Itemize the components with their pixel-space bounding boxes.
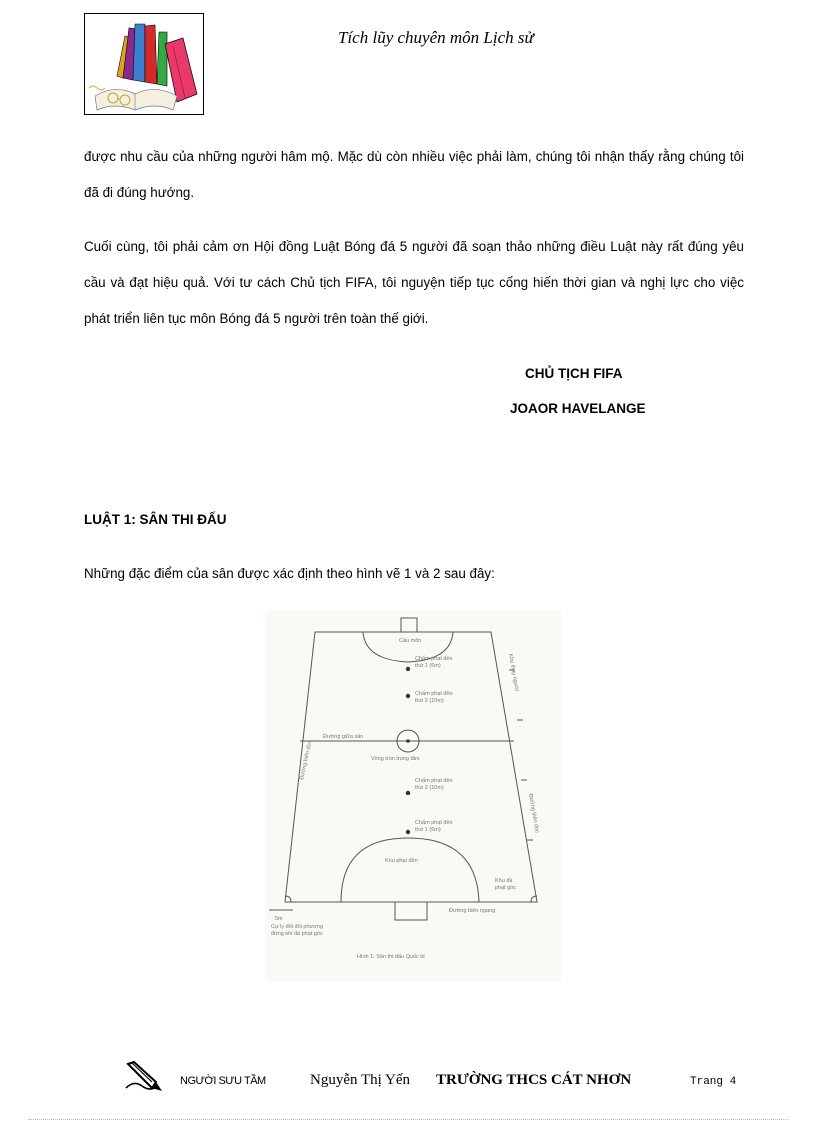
label-touch-right: Khu thay người — [507, 653, 520, 692]
pitch-diagram — [265, 610, 561, 982]
label-corner-area-b: phạt góc — [495, 885, 517, 891]
label-penalty-area: Khu phạt đền — [385, 858, 418, 864]
section-heading: LUẬT 1: SÂN THI ĐẤU — [84, 512, 227, 527]
footer-author: Nguyễn Thị Yến — [310, 1072, 410, 1088]
bottom-penalty-area-mark — [341, 838, 479, 902]
label-pm1b: thứ 1 (6m) — [415, 663, 441, 669]
label-pm2b: thứ 2 (10m) — [415, 698, 444, 704]
label-pm2-bottom: Chấm phạt đền — [415, 778, 453, 784]
label-pm1: Chấm phạt đền — [415, 656, 453, 662]
label-pm1-bottom: Chấm phạt đền — [415, 820, 453, 826]
bottom-goal-mark — [395, 902, 427, 920]
page-number: Trang 4 — [690, 1076, 737, 1088]
page-footer — [0, 1060, 816, 1100]
penalty-mark-top-1 — [406, 667, 410, 671]
label-corner-area: Khu đá — [495, 878, 513, 884]
label-halfway: Đường giữa sân — [323, 734, 364, 740]
section-intro: Những đặc điểm của sân được xác định theo hình vẽ 1 và 2 sau đây: — [84, 566, 495, 581]
paragraph-1: được nhu cầu của những người hâm mộ. Mặc dù còn nhiều việc phải làm, chúng tôi nhận thấy rằng chúng tôi đã đi đúng hướng. — [84, 149, 744, 200]
signature-name: JOAOR HAVELANGE — [510, 401, 646, 416]
penalty-mark-top-2 — [406, 694, 410, 698]
penalty-mark-bottom-2 — [406, 791, 410, 795]
books-icon — [85, 14, 203, 114]
center-mark — [406, 739, 410, 743]
label-distance: 5m — [275, 916, 283, 922]
header-title: Tích lũy chuyên môn Lịch sử — [338, 28, 534, 47]
label-distance-note-b: đứng khi đá phạt góc — [271, 931, 323, 937]
label-center-circle: Vòng tròn trung tâm — [371, 756, 420, 762]
signature-title: CHỦ TỊCH FIFA — [525, 366, 623, 381]
top-goal-mark — [401, 618, 417, 632]
pitch-svg — [265, 610, 561, 982]
label-goal: Cầu môn — [399, 638, 422, 644]
label-pm1b-bottom: thứ 1 (6m) — [415, 827, 441, 833]
bottom-divider — [28, 1119, 788, 1120]
label-pm2b-bottom: thứ 2 (10m) — [415, 785, 444, 791]
books-logo — [84, 13, 204, 115]
footer-school: TRƯỜNG THCS CÁT NHƠN — [436, 1072, 632, 1088]
label-goal-line: Đường biên ngang — [449, 908, 496, 914]
label-distance-note: Cự ly đối đối phương — [271, 924, 323, 930]
pen-writing-icon — [122, 1060, 168, 1094]
label-touch-left: Đường biên dọc — [299, 740, 314, 781]
label-touch-right-2: Đường biên dọc — [527, 793, 540, 834]
paragraph-2: Cuối cùng, tôi phải cảm ơn Hội đồng Luật Bóng đá 5 người đã soạn thảo những điều Luật này rất đúng yêu cầu và đạt hiệu quả. Với tư cách Chủ tịch FIFA, tôi nguyện tiếp tục cống hiến thời gian và nghị lực cho việc phát triển liên tục môn Bóng đá 5 người trên toàn thế giới. — [84, 239, 744, 326]
penalty-mark-bottom-1 — [406, 830, 410, 834]
footer-collector: NGƯỜI SƯU TẦM — [180, 1075, 266, 1087]
label-pm2: Chấm phạt đền — [415, 691, 453, 697]
figure-caption: Hình 1: Sân thi đấu Quốc tế — [357, 954, 425, 960]
